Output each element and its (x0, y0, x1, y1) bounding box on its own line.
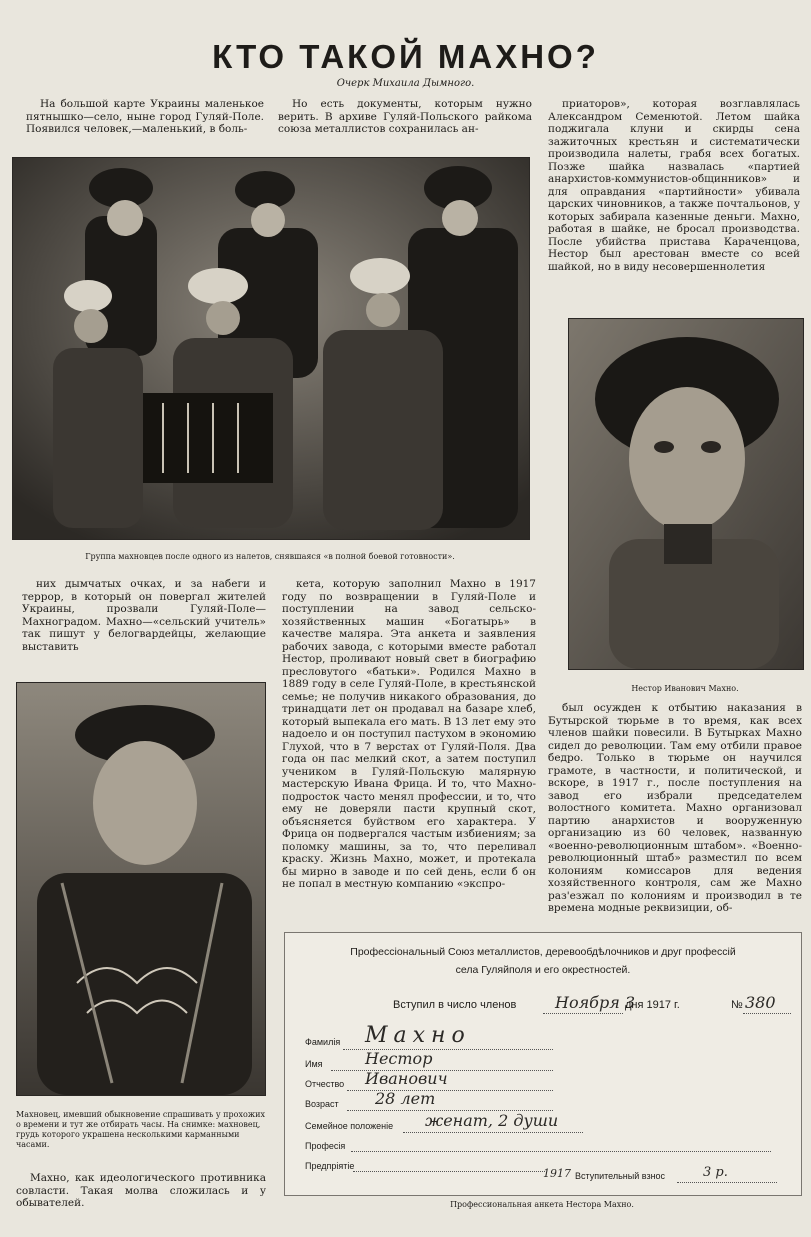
card-row-value-age: 28 лет (375, 1089, 436, 1108)
joined-date-value: Ноября 3 (555, 993, 636, 1012)
byline: Очерк Михаила Дымного. (336, 78, 475, 89)
membership-card (284, 932, 802, 1196)
top-column-2: Но есть документы, которым нужно верить. В архиве Гуляй-Польского райкома союза металлистов сохранилась ан- (278, 98, 532, 135)
joined-label: Вступил в число членов (393, 999, 517, 1011)
card-row-value-family: женат, 2 души (425, 1111, 559, 1130)
card-row-value-patronymic: Иванович (365, 1069, 448, 1088)
card-row-label-family: Семейное положеніе (305, 1121, 394, 1131)
card-row-label-surname: Фамилія (305, 1037, 341, 1047)
soldier-caption: Махновец, имевший обыкновение спрашивать у прохожих о времени и тут же отбирать часы. На снимке: махновец, грудь которого украшена несколькими карманными часами. (16, 1110, 265, 1149)
top-column-1: На большой карте Украины маленькое пятнышко—село, ныне город Гуляй-Поле. Появился человек,—маленький, в боль- (26, 98, 264, 135)
group-photo-caption: Группа махновцев после одного из налетов, снявшаяся «в полной боевой готовности». (85, 552, 455, 561)
makhno-portrait-photo (568, 318, 804, 670)
card-row-label-profession: Професія (305, 1141, 346, 1151)
joined-day-label: дня 1917 г. (625, 999, 680, 1011)
page-title: КТО ТАКОЙ МАХНО? (212, 38, 599, 75)
number-label: № (731, 999, 743, 1011)
card-row-value-name: Нестор (365, 1049, 433, 1068)
card-row-label-age: Возраст (305, 1099, 339, 1109)
soldier-photo (16, 682, 266, 1096)
number-value: 380 (745, 993, 776, 1012)
card-caption: Профессиональная анкета Нестора Махно. (450, 1200, 634, 1209)
card-row-label-enterprise: Предпріятіе (305, 1161, 355, 1171)
fee-prefix: 1917 (543, 1167, 571, 1180)
bottom-left-text: Махно, как идеологического противника совласти. Такая молва сложилась и у обывателей. (16, 1172, 266, 1209)
fee-label: Вступительный взнос (575, 1171, 666, 1181)
mid-column-2: кета, которую заполнил Махно в 1917 году по возвращении в Гуляй-Поле и поступлении на завод сельско-хозяйственных машин «Богатырь» в качестве маляра. Эта анкета и заявления рабочих завода, с которыми вместе работал Нестор, проливают новый свет в биографию пресловутого «батьки». Родился Махно в 1889 году в селе Гуляй-Поле, в крестьянской семье; не получив никакого образования, до тринадцати лет он продавал на базаре хлеб, который выпекала его мать. В 13 лет ему это надоело и он поступил пастухом в экономию Глухой, что в 7 верстах от Гуляй-Поля. Два года он пас мелкий скот, а затем поступил учеником в Гуляй-Польскую малярную мастерскую Ивана Фрица. И то, что Махно-подросток часто менял профессии, и то, что ему не доверяли пасти крупный скот, объясняется буйством его характера. У Фрица он подвергался частым избиениям; за поломку машины, за то, что переливал краску. Жизнь Махно, может, и протекала бы мирно в заводе и по сей день, если б он не попал в местную компанию «экспро- (282, 578, 536, 890)
portrait-caption: Нестор Иванович Махно. (631, 684, 739, 693)
top-column-3: приаторов», которая возглавлялась Александром Семенютой. Летом шайка поджигала клуни и скирды сена зажиточных крестьян и систематически производила налеты, грабя всех богатых. Позже шайка назвалась «партией анархистов-коммунистов-общинников» и для оправдания «партийности» убивала царских чиновников, а также почтальонов, у которых забирала казенные деньги. Махно, работая в шайке, не бросал производства. После убийства пристава Караченцова, Нестор был арестован вместе со всей шайкой, но в виду несовершеннолетия (548, 98, 800, 273)
mid-column-1: них дымчатых очках, и за набеги и террор, в который он повергал жителей Украины, прозвали Гуляй-Поле—Махноградом. Махно—«сельский учитель» так пишут у белогвардейцы, желающие выставить (22, 578, 266, 653)
fee-value: 3 р. (703, 1165, 728, 1180)
card-row-value-surname: Махно (365, 1023, 471, 1048)
card-header-line-1: Профессіональный Союз металлистов, деревообдѣлочников и друг профессій (350, 946, 736, 958)
mid-column-3: был осужден к отбытию наказания в Бутырской тюрьме в то время, как всех членов шайки повесили. В Бутырках Махно сидел до революции. Там ему отбили правое бедро. Только в тюрьме он научился грамоте, в частности, и политической, и вскоре, в 1917 г., после поступления на завод его избрали председателем волостного комитета. Махно организовал партию анархистов и вооруженную организацию из 60 человек, названную «военно-революционным штабом». «Военно-революционный штаб» разместил по всем колониям комиссаров для ведения хозяйственного контроля, сам же Махно раз'езжал по колониям и производил в те времена модные реквизиции, об- (548, 702, 802, 914)
card-row-label-name: Имя (305, 1059, 323, 1069)
card-row-label-patronymic: Отчество (305, 1079, 345, 1089)
card-header-line-2: села Гуляйполя и его окрестностей. (455, 964, 631, 976)
group-photo (12, 157, 530, 540)
